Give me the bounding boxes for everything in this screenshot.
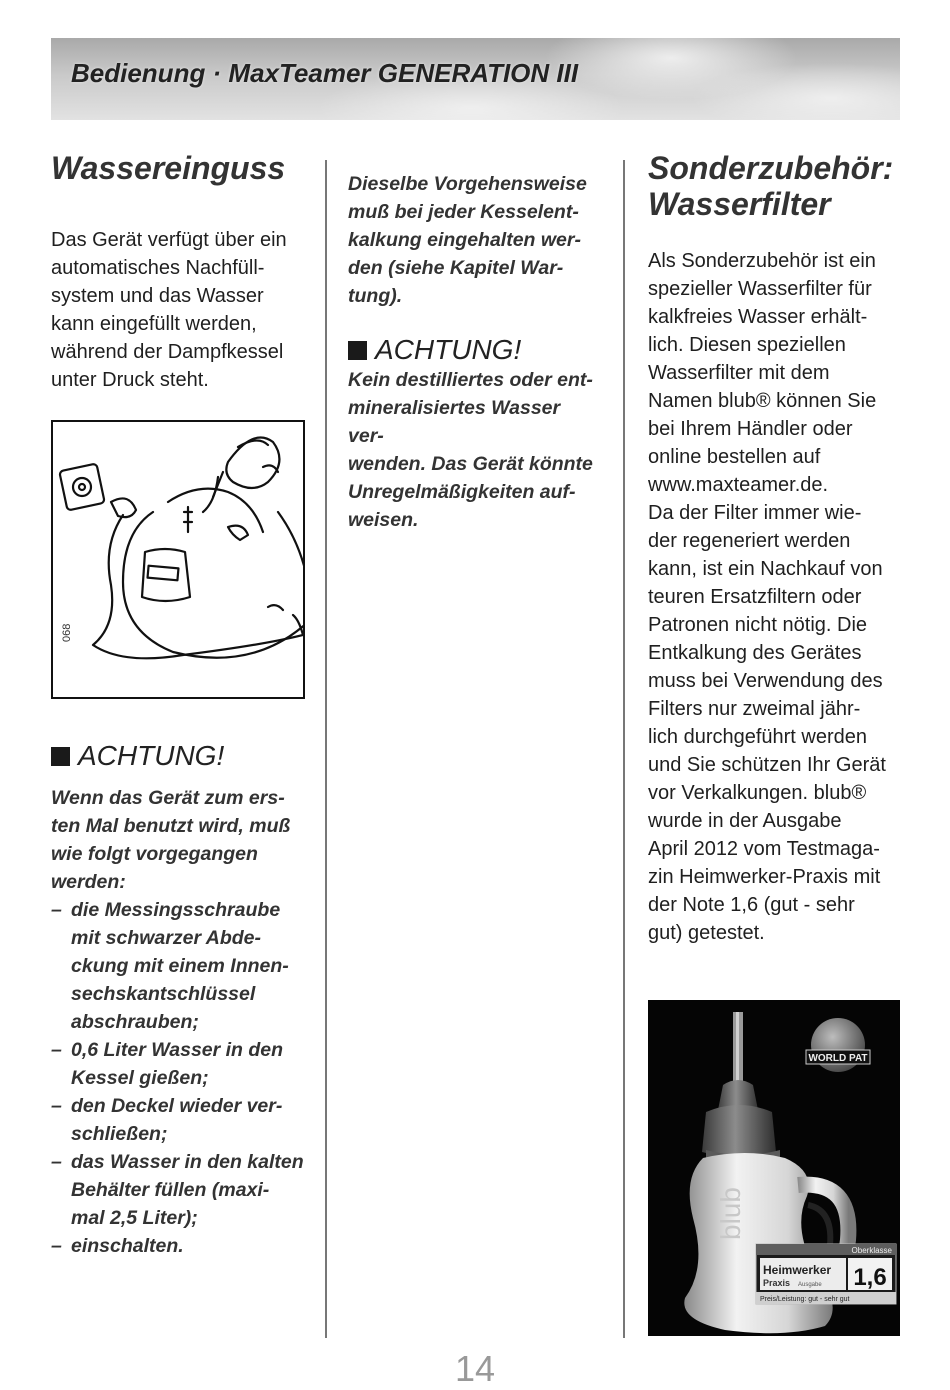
header-banner	[51, 38, 900, 120]
steam-cleaner-drawing	[53, 422, 303, 697]
right-column	[648, 150, 903, 947]
list-item: – das Wasser in den kalten Behälter füllen (maxi- mal 2,5 Liter);	[51, 1148, 306, 1232]
warning-text: Kein destilliertes oder ent- mineralisiertes Wasser ver- wenden. Das Gerät könnte Unregelmäßigkeiten auf- weisen.	[348, 369, 593, 531]
world-pat-label: WORLD PAT	[808, 1053, 868, 1064]
bottle-brand-label: blub	[715, 1187, 746, 1240]
section-heading: Sonderzubehör: Wasserfilter	[648, 150, 894, 222]
intro-paragraph: Das Gerät verfügt über ein automatisches Nachfüll- system und das Wasser kann eingefüllt werden, während der Dampfkessel unter Druck steht.	[51, 229, 287, 391]
column-divider	[623, 160, 625, 1338]
left-warning	[51, 740, 306, 1260]
water-filter-photo	[648, 1000, 900, 1336]
square-bullet-icon	[348, 341, 367, 360]
section-heading: Wassereinguss	[51, 150, 286, 186]
badge-footer: Preis/Leistung: gut - sehr gut	[760, 1296, 850, 1303]
list-item: – einschalten.	[51, 1232, 306, 1260]
badge-sub-small: Ausgabe	[798, 1282, 822, 1288]
middle-column	[348, 170, 598, 534]
list-item: – den Deckel wieder ver- schließen;	[51, 1092, 306, 1148]
figure-number: 068	[61, 623, 73, 642]
test-badge	[756, 1244, 896, 1304]
page-number: 14	[454, 1348, 496, 1389]
badge-sub: Praxis	[763, 1278, 791, 1288]
accessory-paragraph: Als Sonderzubehör ist ein spezieller Wasserfilter für kalkfreies Wasser erhält- lich. Diesen speziellen Wasserfilter mit dem Namen blub® können Sie bei Ihrem Händler oder online bestellen auf www.maxteamer.de. Da der Filter immer wie- der regeneriert werden kann, ist ein Nachkauf von teuren Ersatzfiltern oder Patronen nicht nötig. Die Entkalkung des Gerätes muss bei Verwendung des Filters nur zweimal jähr- lich durchgeführt werden und Sie schützen Ihr Gerät vor Verkalkungen. blub® wurde in der Ausgabe April 2012 vom Testmaga- zin Heimwerker-Praxis mit der Note 1,6 (gut - sehr gut) getestet.	[648, 250, 886, 944]
warning-intro: Wenn das Gerät zum ers- ten Mal benutzt wird, muß wie folgt vorgegangen werden:	[51, 787, 291, 893]
badge-class: Oberklasse	[851, 1246, 892, 1255]
header-title: Bedienung · MaxTeamer GENERATION III	[71, 58, 579, 88]
badge-magazine: Heimwerker	[763, 1263, 832, 1277]
steps-list	[51, 896, 306, 1260]
list-item: – 0,6 Liter Wasser in den Kessel gießen;	[51, 1036, 306, 1092]
blub-bottle-image	[648, 1000, 900, 1336]
badge-grade: 1,6	[853, 1264, 887, 1291]
square-bullet-icon	[51, 747, 70, 766]
column-divider	[325, 160, 327, 1338]
warning-heading: ACHTUNG!	[348, 334, 598, 366]
note-paragraph: Dieselbe Vorgehensweise muß bei jeder Kesselent- kalkung eingehalten wer- den (siehe Kapitel War- tung).	[348, 173, 587, 307]
filling-illustration	[51, 420, 305, 699]
list-item: – die Messingsschraube mit schwarzer Abde- ckung mit einem Innen- sechskantschlüssel abschrauben;	[51, 896, 306, 1036]
left-column	[51, 150, 306, 394]
warning-heading: ACHTUNG!	[51, 740, 306, 772]
